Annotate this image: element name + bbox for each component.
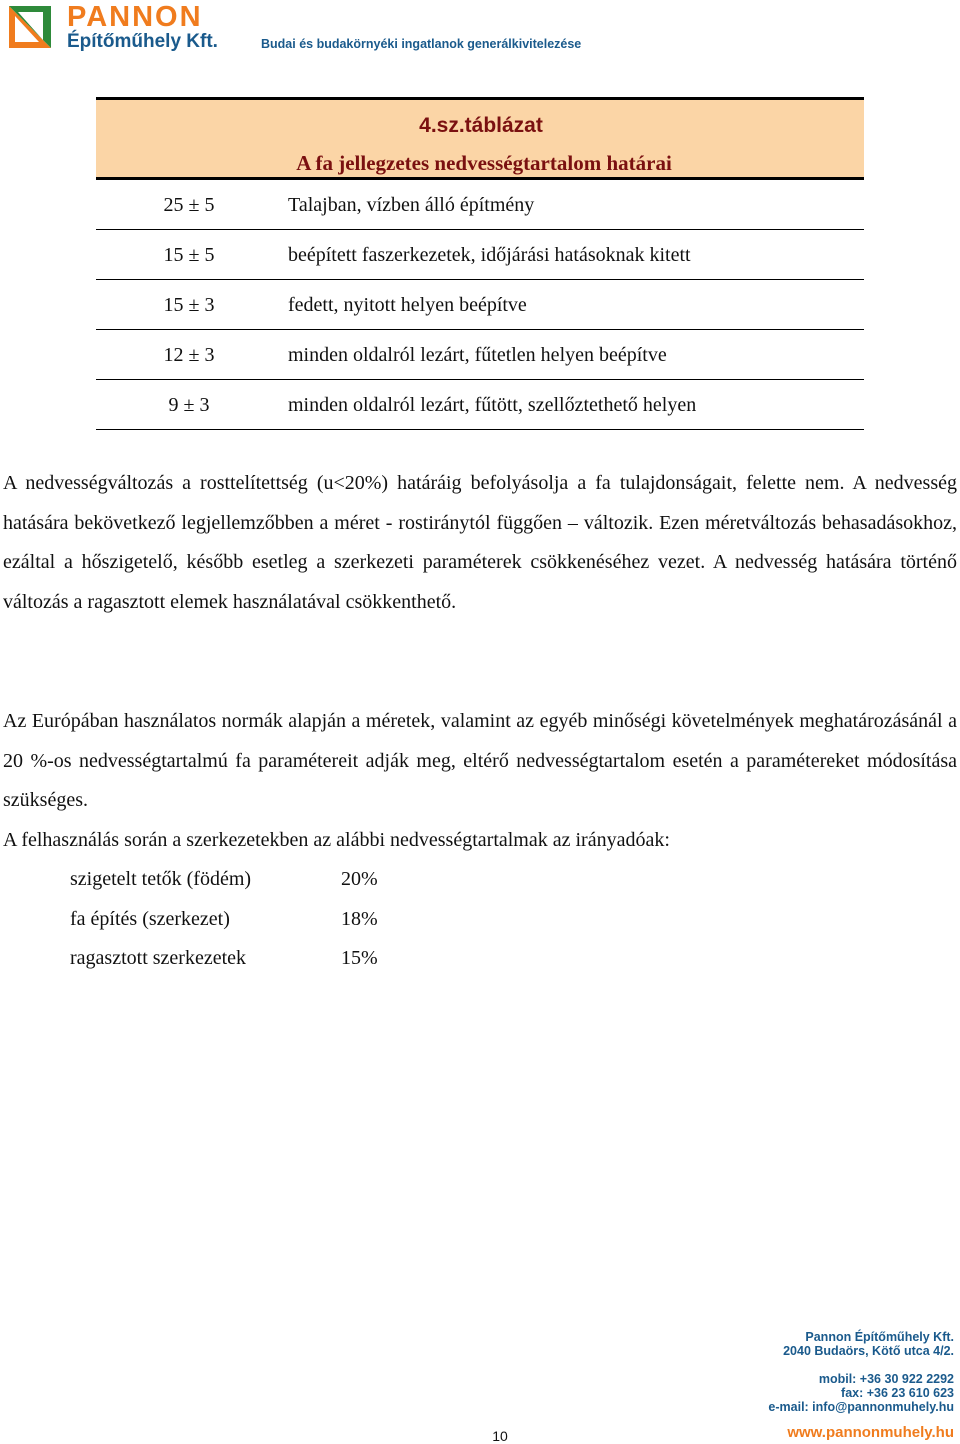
usage-value: 18% bbox=[341, 907, 378, 930]
table-row bbox=[96, 180, 864, 230]
footer-contact bbox=[768, 1330, 954, 1414]
table-cell-value: 15 ± 3 bbox=[163, 294, 215, 316]
paragraph-moisture-effects: A nedvességváltozás a rosttelítettség (u<20%) határáig befolyásolja a fa tulajdonságait, felette nem. A nedvesség hatására bekövetkező legjellemzőbben a méret - rostiránytól függően – változik. Ezen méretváltozás behasadásokhoz, ezáltal a hőszigetelő, később esetleg a szerkezeti paraméterek csökkenéséhez vezet. A nedvesség hatására történő változás a ragasztott elemek használatával csökkenthető. bbox=[3, 472, 957, 613]
usage-label: fa építés (szerkezet) bbox=[70, 907, 230, 930]
table-number: 4.sz.táblázat bbox=[419, 114, 543, 137]
footer-fax: fax: +36 23 610 623 bbox=[841, 1386, 954, 1400]
table-row bbox=[96, 230, 864, 280]
table-cell-value: 15 ± 5 bbox=[163, 244, 215, 266]
footer-website-link[interactable]: www.pannonmuhely.hu bbox=[787, 1424, 954, 1441]
footer-mobile: mobil: +36 30 922 2292 bbox=[818, 1372, 954, 1386]
brand-name: PANNON bbox=[67, 1, 203, 33]
usage-label: ragasztott szerkezetek bbox=[70, 947, 247, 970]
pannon-logo-icon bbox=[9, 6, 51, 48]
table-cell-desc: fedett, nyitott helyen beépítve bbox=[288, 294, 527, 316]
usage-label: szigetelt tetők (födém) bbox=[70, 868, 252, 890]
footer-spacer bbox=[768, 1358, 954, 1372]
paragraph-usage-intro: A felhasználás során a szerkezetekben az alábbi nedvességtartalmak az irányadóak: bbox=[3, 829, 670, 851]
usage-value: 15% bbox=[341, 947, 378, 970]
usage-value: 20% bbox=[341, 868, 378, 890]
table-cell-desc: minden oldalról lezárt, fűtetlen helyen beépítve bbox=[288, 344, 667, 366]
table-cell-value: 25 ± 5 bbox=[163, 194, 215, 216]
footer-address: 2040 Budaörs, Kötő utca 4/2. bbox=[783, 1344, 954, 1358]
table-header bbox=[96, 97, 864, 180]
page-number: 10 bbox=[492, 1428, 508, 1444]
table-cell-value: 9 ± 3 bbox=[168, 394, 210, 416]
table-cell-desc: Talajban, vízben álló építmény bbox=[288, 194, 535, 216]
table-cell-desc: minden oldalról lezárt, fűtött, szellőztethető helyen bbox=[288, 394, 697, 416]
table-row bbox=[96, 330, 864, 380]
moisture-table bbox=[96, 97, 864, 430]
table-title: A fa jellegzetes nedvességtartalom határai bbox=[296, 151, 672, 175]
table-cell-value: 12 ± 3 bbox=[163, 344, 215, 366]
footer-email[interactable]: e-mail: info@pannonmuhely.hu bbox=[768, 1400, 954, 1414]
paragraph-european-norms: Az Európában használatos normák alapján a méretek, valamint az egyéb minőségi követelmények meghatározásánál a 20 %-os nedvességtartalmú fa paramétereit adják meg, eltérő nedvességtartalom esetén a paramétereket módosítása szükséges. bbox=[3, 710, 957, 812]
table-row bbox=[96, 280, 864, 330]
table-cell-desc: beépített faszerkezetek, időjárási hatásoknak kitett bbox=[288, 244, 691, 266]
brand-tagline: Budai és budakörnyéki ingatlanok generálkivitelezése bbox=[261, 37, 582, 51]
footer-company: Pannon Építőműhely Kft. bbox=[805, 1330, 954, 1344]
table-row bbox=[96, 380, 864, 430]
brand-subtitle: Építőműhely Kft. bbox=[67, 31, 218, 52]
